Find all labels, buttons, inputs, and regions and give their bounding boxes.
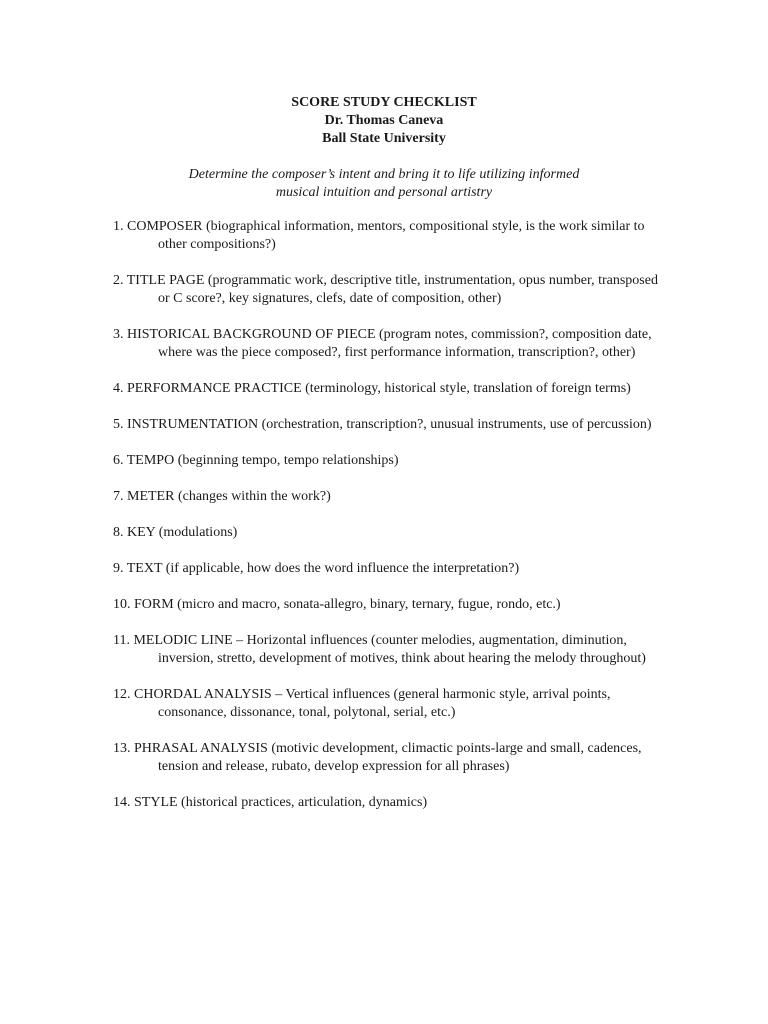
spacer (113, 398, 673, 416)
spacer (113, 470, 673, 488)
checklist-item-composer: 1. COMPOSER (biographical information, mentors, compositional style, is the work similar to other compositions?) (113, 219, 645, 252)
checklist-item-instrumentation: 5. INSTRUMENTATION (orchestration, transcription?, unusual instruments, use of percussion) (113, 417, 652, 432)
checklist-item-style: 14. STYLE (historical practices, articulation, dynamics) (113, 795, 428, 810)
spacer (113, 578, 673, 596)
tagline (0, 166, 768, 202)
spacer (113, 668, 673, 686)
tagline-line-1: Determine the composer’s intent and bring it to life utilizing informed (188, 167, 580, 182)
institution-name: Ball State University (322, 131, 446, 146)
checklist-item-historical-background: 3. HISTORICAL BACKGROUND OF PIECE (program notes, commission?, composition date, where was the piece composed?, first performance information, transcription?, other) (113, 327, 652, 360)
checklist-item-form: 10. FORM (micro and macro, sonata-allegro, binary, ternary, fugue, rondo, etc.) (113, 597, 561, 612)
spacer (113, 254, 673, 272)
spacer (113, 776, 673, 794)
spacer (113, 542, 673, 560)
spacer (113, 434, 673, 452)
author-name: Dr. Thomas Caneva (324, 113, 444, 128)
tagline-line-2: musical intuition and personal artistry (275, 185, 493, 200)
checklist-item-meter: 7. METER (changes within the work?) (113, 489, 331, 504)
spacer (113, 506, 673, 524)
spacer (113, 722, 673, 740)
checklist-item-performance-practice: 4. PERFORMANCE PRACTICE (terminology, historical style, translation of foreign terms) (113, 381, 631, 396)
checklist-item-key: 8. KEY (modulations) (113, 525, 238, 540)
document-header (0, 94, 768, 148)
spacer (113, 308, 673, 326)
checklist-item-chordal-analysis: 12. CHORDAL ANALYSIS – Vertical influences (general harmonic style, arrival points, consonance, dissonance, tonal, polytonal, serial, etc.) (113, 687, 611, 720)
checklist-item-phrasal-analysis: 13. PHRASAL ANALYSIS (motivic development, climactic points-large and small, cadences, tension and release, rubato, develop expression for all phrases) (113, 741, 642, 774)
checklist-item-text: 9. TEXT (if applicable, how does the word influence the interpretation?) (113, 561, 520, 576)
document-title: SCORE STUDY CHECKLIST (291, 95, 477, 110)
checklist-item-title-page: 2. TITLE PAGE (programmatic work, descriptive title, instrumentation, opus number, transposed or C score?, key signatures, clefs, date of composition, other) (113, 273, 658, 306)
spacer (113, 614, 673, 632)
checklist (113, 218, 673, 812)
checklist-item-tempo: 6. TEMPO (beginning tempo, tempo relationships) (113, 453, 399, 468)
spacer (113, 362, 673, 380)
checklist-item-melodic-line: 11. MELODIC LINE – Horizontal influences (counter melodies, augmentation, diminution, inversion, stretto, development of motives, think about hearing the melody throughout) (113, 633, 646, 666)
